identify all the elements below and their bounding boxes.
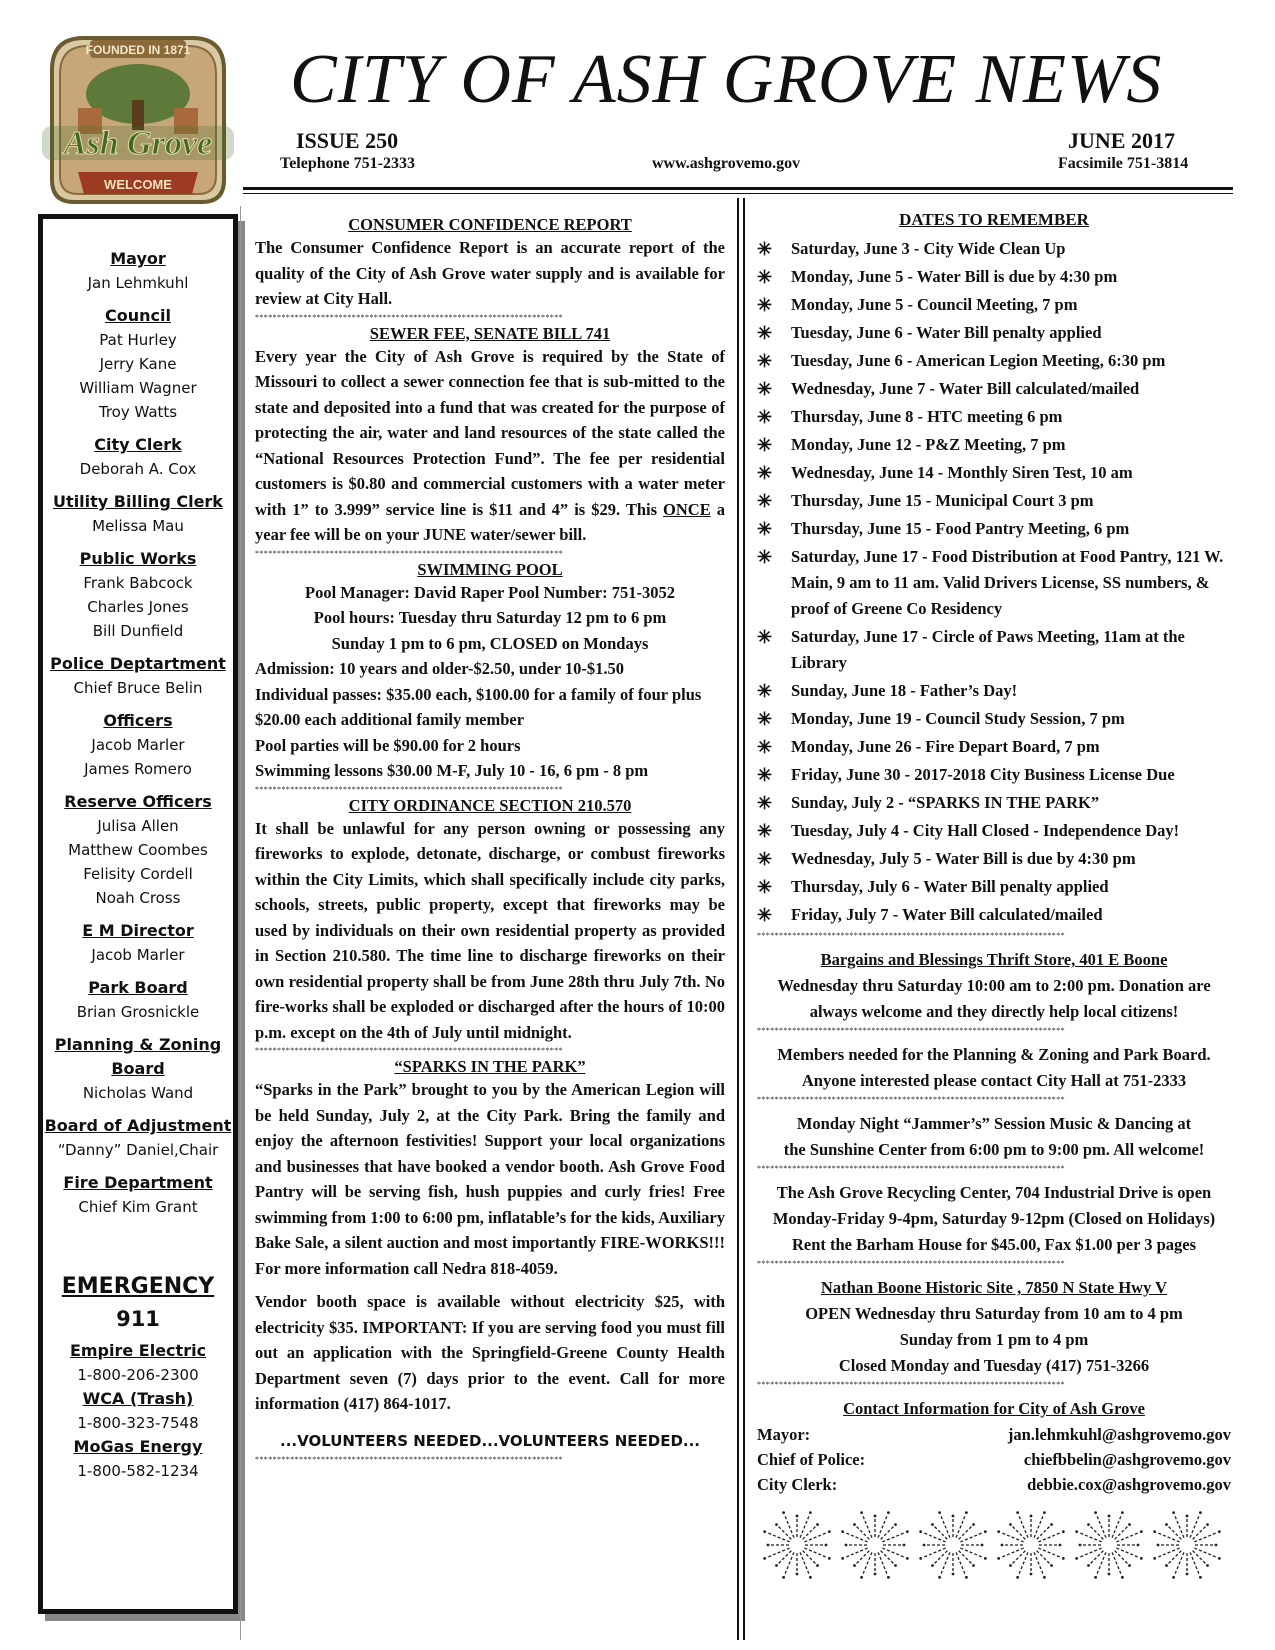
ccr-title: CONSUMER CONFIDENCE REPORT [348, 215, 632, 234]
facsimile: Facsimile 751-3814 [1058, 155, 1189, 172]
recycling-line: Monday-Friday 9-4pm, Saturday 9-12pm (Closed on Holidays) [772, 1209, 1216, 1228]
official-name: Deborah A. Cox [79, 460, 197, 478]
officials-list [43, 247, 233, 1219]
ordinance-title: CITY ORDINANCE SECTION 210.570 [348, 795, 632, 815]
jammers-block [757, 1111, 1231, 1163]
date-text: Monday, June 5 - Water Bill is due by 4:30 pm [791, 267, 1118, 286]
date-text: Tuesday, July 4 - City Hall Closed - Independence Day! [791, 821, 1180, 840]
date-item [757, 264, 1231, 290]
firework-burst-icon [919, 1511, 986, 1578]
date-text: Saturday, June 17 - Food Distribution at Food Pantry, 121 W. Main, 9 am to 11 am. Valid Drivers License, SS numbers, & proof of Greene Co Residency [791, 547, 1224, 618]
pool-line: Pool parties will be $90.00 for 2 hours [255, 735, 521, 755]
separator: ********************************************************************** [757, 1164, 1065, 1173]
official-name: Chief Kim Grant [78, 1198, 198, 1216]
sparks-body: “Sparks in the Park” brought to you by the American Legion will be held Sunday, July 2, at the City Park. Bring the family and enjoy the afternoon festivities! Support your local organizations and businesses that have booked a vendor booth. Ash Grove Food Pantry will be serving fish, hush puppies and curly fries! Free swimming from 1:00 to 6:00 pm, inflatable’s for the kids, Auxiliary Bake Sale, a silent auction and most importantly FIRE-WORKS!!! For more information call Nedra 818-4059. [255, 1080, 725, 1278]
official-name: Jacob Marler [91, 946, 185, 964]
official-role: Park Board [88, 978, 188, 997]
asterisk-bullet-icon: ✳ [757, 681, 773, 701]
official-group [43, 433, 233, 481]
boone-title: Nathan Boone Historic Site , 7850 N State Hwy V [820, 1278, 1168, 1297]
pool-line: Sunday 1 pm to 6 pm, CLOSED on Mondays [331, 633, 649, 653]
date-text: Wednesday, June 7 - Water Bill calculated/mailed [791, 379, 1140, 398]
asterisk-bullet-icon: ✳ [757, 323, 773, 343]
sewer-body: Every year the City of Ash Grove is required by the State of Missouri to collect a sewer connection fee that is sub-mitted to the state and deposited into a fund that was created for the purpose of protecting the air, water and land resources of the state called the “National Resources Protection Fund”. The fee per residential customers is $0.80 and commercial customers with a water meter with 1” to 3.999” service line is $11 and 4” is $29. This ONCE a year fee will be on your JUNE water/sewer bill. [255, 346, 725, 544]
official-role: Reserve Officers [64, 792, 212, 811]
jammers-line: Monday Night “Jammer’s” Session Music & Dancing at [796, 1114, 1192, 1133]
contact-role: Mayor: [757, 1425, 811, 1444]
official-group [43, 709, 233, 781]
date-text: Thursday, June 15 - Municipal Court 3 pm [791, 491, 1094, 510]
official-group [43, 790, 233, 910]
pool-title: SWIMMING POOL [417, 559, 563, 579]
separator: ********************************************************************** [757, 1380, 1065, 1389]
utility-name: Empire Electric [69, 1341, 207, 1360]
separator: ********************************************************************** [255, 1046, 563, 1055]
emergency-number: 911 [116, 1307, 160, 1331]
separator: ********************************************************************** [757, 1259, 1065, 1268]
date-item [757, 734, 1231, 760]
date-text: Thursday, June 8 - HTC meeting 6 pm [791, 407, 1063, 426]
official-name: Charles Jones [87, 598, 189, 616]
once-emphasis: ONCE [663, 499, 711, 519]
official-name: Troy Watts [98, 403, 178, 421]
date-item [757, 544, 1231, 622]
column-divider-middle [737, 198, 739, 1640]
separator: ********************************************************************** [255, 548, 563, 558]
asterisk-bullet-icon: ✳ [757, 435, 773, 455]
official-group [43, 490, 233, 538]
date-item [757, 678, 1231, 704]
utility-phone: 1-800-582-1234 [77, 1462, 199, 1480]
thrift-body: Wednesday thru Saturday 10:00 am to 2:00 pm. Donation are always welcome and they directly help local citizens! [777, 976, 1211, 1021]
official-name: Jerry Kane [99, 355, 177, 373]
telephone: Telephone 751-2333 [280, 155, 415, 172]
sparks-title: “SPARKS IN THE PARK” [394, 1057, 586, 1076]
firework-burst-icon [1075, 1511, 1142, 1578]
official-role: Council [105, 306, 171, 325]
date-text: Tuesday, June 6 - Water Bill penalty applied [791, 323, 1102, 342]
volunteers-banner: ...VOLUNTEERS NEEDED...VOLUNTEERS NEEDED... [280, 1431, 700, 1450]
date-item [757, 818, 1231, 844]
date-item [757, 624, 1231, 676]
recycling-block [757, 1180, 1231, 1258]
asterisk-bullet-icon: ✳ [757, 737, 773, 757]
date-item [757, 488, 1231, 514]
date-item [757, 348, 1231, 374]
boone-hours [757, 1301, 1231, 1379]
date-item [757, 236, 1231, 262]
official-name: Frank Babcock [83, 574, 193, 592]
official-group [43, 1171, 233, 1219]
contact-row [757, 1447, 1231, 1472]
official-group [43, 976, 233, 1024]
issue-date: JUNE 2017 [1068, 128, 1175, 153]
emergency-title: EMERGENCY [61, 1274, 215, 1299]
logo-name-text: Ash Grove [63, 125, 213, 162]
asterisk-bullet-icon: ✳ [757, 849, 773, 869]
utility-name: WCA (Trash) [82, 1389, 194, 1408]
emergency-box [43, 1271, 233, 1483]
ordinance-body: It shall be unlawful for any person owning or possessing any fireworks to explode, detonate, discharge, or combust fireworks within the City Limits, which shall specifically include city parks, schools, streets, public property, except that fireworks may be used by individuals on their own residential property as provided in Section 210.580. The time line to discharge fireworks on their own residential property shall be from June 28th thru July 7th. No fire-works shall be exploded or discharged after the hours of 10:00 p.m. except on the 4th of July until midnight. [255, 818, 725, 1042]
utility-contacts [43, 1339, 233, 1483]
asterisk-bullet-icon: ✳ [757, 351, 773, 371]
date-item [757, 874, 1231, 900]
logo-founded-text: FOUNDED IN 1871 [85, 43, 191, 57]
dates-title: DATES TO REMEMBER [899, 210, 1089, 229]
dates-list [757, 236, 1231, 928]
official-group [43, 919, 233, 967]
contact-title-block [757, 1396, 1231, 1422]
date-item [757, 404, 1231, 430]
pool-line: Pool Manager: David Raper Pool Number: 751-3052 [305, 582, 675, 602]
ash-grove-logo [38, 30, 238, 208]
column-divider-left [240, 206, 241, 1640]
official-role: Mayor [110, 249, 166, 268]
contact-title: Contact Information for City of Ash Grove [843, 1399, 1145, 1418]
pool-line: Pool hours: Tuesday thru Saturday 12 pm to 6 pm [313, 608, 667, 627]
asterisk-bullet-icon: ✳ [757, 379, 773, 399]
boone-line: Sunday from 1 pm to 4 pm [899, 1330, 1089, 1349]
sewer-title: SEWER FEE, SENATE BILL 741 [369, 323, 611, 343]
official-name: Jacob Marler [91, 736, 185, 754]
official-name: Bill Dunfield [92, 622, 184, 640]
asterisk-bullet-icon: ✳ [757, 905, 773, 925]
date-text: Wednesday, June 14 - Monthly Siren Test, 10 am [791, 463, 1133, 482]
asterisk-bullet-icon: ✳ [757, 547, 773, 567]
date-text: Friday, July 7 - Water Bill calculated/mailed [791, 905, 1103, 924]
newsletter-title: CITY OF ASH GROVE NEWS [290, 41, 1163, 118]
official-name: Nicholas Wand [82, 1084, 194, 1102]
asterisk-bullet-icon: ✳ [757, 267, 773, 287]
official-name: Brian Grosnickle [76, 1003, 200, 1021]
utility-phone: 1-800-323-7548 [77, 1414, 199, 1432]
official-role: E M Director [82, 921, 194, 940]
official-group [43, 247, 233, 295]
right-column [757, 208, 1231, 1587]
date-text: Thursday, June 15 - Food Pantry Meeting, 6 pm [791, 519, 1130, 538]
date-item [757, 846, 1231, 872]
pool-hours [255, 580, 725, 657]
asterisk-bullet-icon: ✳ [757, 877, 773, 897]
official-name: Melissa Mau [92, 517, 184, 535]
official-group [43, 304, 233, 424]
date-text: Saturday, June 17 - Circle of Paws Meeting, 11am at the Library [791, 627, 1185, 672]
asterisk-bullet-icon: ✳ [757, 793, 773, 813]
official-name: Pat Hurley [99, 331, 177, 349]
date-item [757, 320, 1231, 346]
recycling-line: The Ash Grove Recycling Center, 704 Industrial Drive is open [776, 1183, 1212, 1202]
official-name: Matthew Coombes [68, 841, 208, 859]
asterisk-bullet-icon: ✳ [757, 821, 773, 841]
members-line: Anyone interested please contact City Hall at 751-2333 [801, 1071, 1187, 1090]
thrift-store-block [757, 947, 1231, 1025]
asterisk-bullet-icon: ✳ [757, 765, 773, 785]
official-role: Fire Department [63, 1173, 213, 1192]
date-text: Tuesday, June 6 - American Legion Meeting, 6:30 pm [791, 351, 1166, 370]
official-name: Julisa Allen [97, 817, 179, 835]
contact-email[interactable]: debbie.cox@ashgrovemo.gov [1027, 1475, 1231, 1494]
official-name: William Wagner [79, 379, 197, 397]
official-role: Officers [103, 711, 173, 730]
official-group [43, 547, 233, 643]
asterisk-bullet-icon: ✳ [757, 491, 773, 511]
date-item [757, 376, 1231, 402]
date-text: Saturday, June 3 - City Wide Clean Up [791, 239, 1066, 258]
pool-line: Swimming lessons $30.00 M-F, July 10 - 16, 6 pm - 8 pm [255, 761, 649, 780]
asterisk-bullet-icon: ✳ [757, 407, 773, 427]
utility-name: MoGas Energy [73, 1437, 203, 1456]
pool-line: Individual passes: $35.00 each, $100.00 for a family of four plus $20.00 each additional family member [255, 684, 702, 729]
asterisk-bullet-icon: ✳ [757, 519, 773, 539]
firework-burst-icon [997, 1511, 1064, 1578]
official-name: Felisity Cordell [83, 865, 193, 883]
members-line: Members needed for the Planning & Zoning and Park Board. [777, 1045, 1211, 1064]
contact-role: Chief of Police: [757, 1450, 866, 1469]
firework-burst-icon [763, 1511, 830, 1578]
official-role: Utility Billing Clerk [53, 492, 223, 511]
ccr-body: The Consumer Confidence Report is an accurate report of the quality of the City of Ash Grove water supply and is available for review at City Hall. [255, 238, 725, 308]
official-role: Board of Adjustment [44, 1116, 232, 1135]
header-rule [243, 187, 1233, 190]
date-text: Monday, June 26 - Fire Depart Board, 7 pm [791, 737, 1100, 756]
officials-sidebar [38, 214, 238, 1614]
official-name: Jan Lehmkuhl [87, 274, 189, 292]
official-group [43, 652, 233, 700]
contact-email[interactable]: chiefbbelin@ashgrovemo.gov [1023, 1450, 1231, 1469]
date-item [757, 762, 1231, 788]
pool-line: Admission: 10 years and older-$2.50, under 10-$1.50 [255, 659, 624, 678]
logo-welcome-text: WELCOME [104, 177, 172, 192]
date-item [757, 460, 1231, 486]
date-item [757, 292, 1231, 318]
header-rule-thin [243, 193, 1233, 194]
date-text: Wednesday, July 5 - Water Bill is due by 4:30 pm [791, 849, 1136, 868]
date-text: Sunday, July 2 - “SPARKS IN THE PARK” [791, 793, 1100, 812]
fireworks-decoration-icon [757, 1507, 1231, 1587]
date-item [757, 790, 1231, 816]
official-name: James Romero [84, 760, 192, 778]
official-name: “Danny” Daniel,Chair [57, 1141, 219, 1159]
official-group [43, 1033, 233, 1105]
members-needed-block [757, 1042, 1231, 1094]
boone-site-block [757, 1275, 1231, 1379]
asterisk-bullet-icon: ✳ [757, 627, 773, 647]
date-text: Monday, June 12 - P&Z Meeting, 7 pm [791, 435, 1066, 454]
separator: ********************************************************************** [255, 1455, 563, 1464]
boone-line: Closed Monday and Tuesday (417) 751-3266 [838, 1356, 1150, 1375]
date-item [757, 432, 1231, 458]
contact-email[interactable]: jan.lehmkuhl@ashgrovemo.gov [1007, 1425, 1231, 1444]
date-text: Friday, June 30 - 2017-2018 City Business License Due [791, 765, 1175, 784]
official-role: Planning & Zoning Board [54, 1035, 222, 1078]
boone-line: OPEN Wednesday thru Saturday from 10 am to 4 pm [805, 1304, 1183, 1323]
pool-prices [255, 656, 725, 784]
contact-row [757, 1422, 1231, 1447]
date-item [757, 516, 1231, 542]
column-divider-middle-2 [743, 198, 745, 1640]
date-item [757, 902, 1231, 928]
date-text: Monday, June 19 - Council Study Session, 7 pm [791, 709, 1125, 728]
recycling-line: Rent the Barham House for $45.00, Fax $1.00 per 3 pages [791, 1235, 1197, 1254]
jammers-line: the Sunshine Center from 6:00 pm to 9:00 pm. All welcome! [783, 1140, 1205, 1159]
thrift-title: Bargains and Blessings Thrift Store, 401 E Boone [820, 950, 1168, 969]
asterisk-bullet-icon: ✳ [757, 463, 773, 483]
asterisk-bullet-icon: ✳ [757, 239, 773, 259]
date-text: Sunday, June 18 - Father’s Day! [791, 681, 1018, 700]
firework-burst-icon [841, 1511, 908, 1578]
contact-row [757, 1472, 1231, 1497]
firework-burst-icon [1153, 1511, 1220, 1578]
official-group [43, 1114, 233, 1162]
vendor-body: Vendor booth space is available without electricity $25, with electricity $35. IMPORTANT: If you are serving food you must fill out an application with the Springfield-Greene County Health Department seven (7) days prior to the event. Call for more information (417) 864-1017. [255, 1292, 725, 1413]
official-name: Chief Bruce Belin [73, 679, 203, 697]
official-name: Noah Cross [95, 889, 181, 907]
contact-list [757, 1422, 1231, 1497]
asterisk-bullet-icon: ✳ [757, 709, 773, 729]
separator: ********************************************************************** [757, 1095, 1065, 1104]
separator: ********************************************************************** [255, 312, 563, 322]
issue-number: ISSUE 250 [296, 128, 399, 153]
date-text: Monday, June 5 - Council Meeting, 7 pm [791, 295, 1078, 314]
middle-column [255, 214, 725, 1465]
official-role: City Clerk [94, 435, 182, 454]
separator: ********************************************************************** [255, 784, 563, 794]
utility-phone: 1-800-206-2300 [77, 1366, 199, 1384]
separator: ********************************************************************** [757, 931, 1065, 940]
date-text: Thursday, July 6 - Water Bill penalty applied [791, 877, 1109, 896]
asterisk-bullet-icon: ✳ [757, 295, 773, 315]
separator: ********************************************************************** [757, 1026, 1065, 1035]
official-role: Police Deptartment [50, 654, 226, 673]
contact-role: City Clerk: [757, 1475, 838, 1494]
official-role: Public Works [79, 549, 197, 568]
website-link[interactable]: www.ashgrovemo.gov [652, 155, 801, 172]
date-item [757, 706, 1231, 732]
